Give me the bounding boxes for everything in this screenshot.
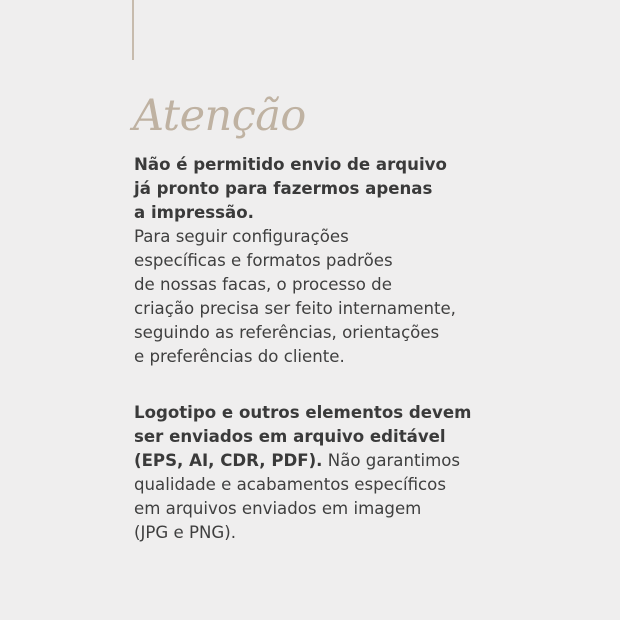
notice-paragraph-1 bbox=[134, 153, 554, 369]
file-formats-bold: (EPS, AI, CDR, PDF). bbox=[134, 451, 323, 470]
notice-text-line: seguindo as referências, orientações bbox=[134, 323, 440, 342]
notice-paragraph-2 bbox=[134, 401, 554, 545]
notice-text-line: Para seguir configurações bbox=[134, 227, 349, 246]
notice-text-line: e preferências do cliente. bbox=[134, 347, 345, 366]
notice-bold-line: ser enviados em arquivo editável bbox=[134, 427, 446, 446]
notice-text-line: criação precisa ser feito internamente, bbox=[134, 299, 456, 318]
notice-text-line: em arquivos enviados em imagem bbox=[134, 499, 422, 518]
notice-text-fragment: Não garantimos bbox=[322, 451, 461, 470]
vertical-divider-line bbox=[132, 0, 134, 60]
notice-bold-line: Não é permitido envio de arquivo bbox=[134, 155, 447, 174]
notice-bold-line: a impressão. bbox=[134, 203, 254, 222]
notice-text-line: qualidade e acabamentos específicos bbox=[134, 475, 446, 494]
notice-bold-line: já pronto para fazermos apenas bbox=[134, 179, 433, 198]
notice-text-line: específicas e formatos padrões bbox=[134, 251, 393, 270]
notice-text-line: de nossas facas, o processo de bbox=[134, 275, 392, 294]
notice-mixed-line bbox=[134, 449, 554, 473]
notice-text-line: (JPG e PNG). bbox=[134, 523, 237, 542]
page-title: Atenção bbox=[133, 91, 306, 141]
notice-bold-line: Logotipo e outros elementos devem bbox=[134, 403, 472, 422]
